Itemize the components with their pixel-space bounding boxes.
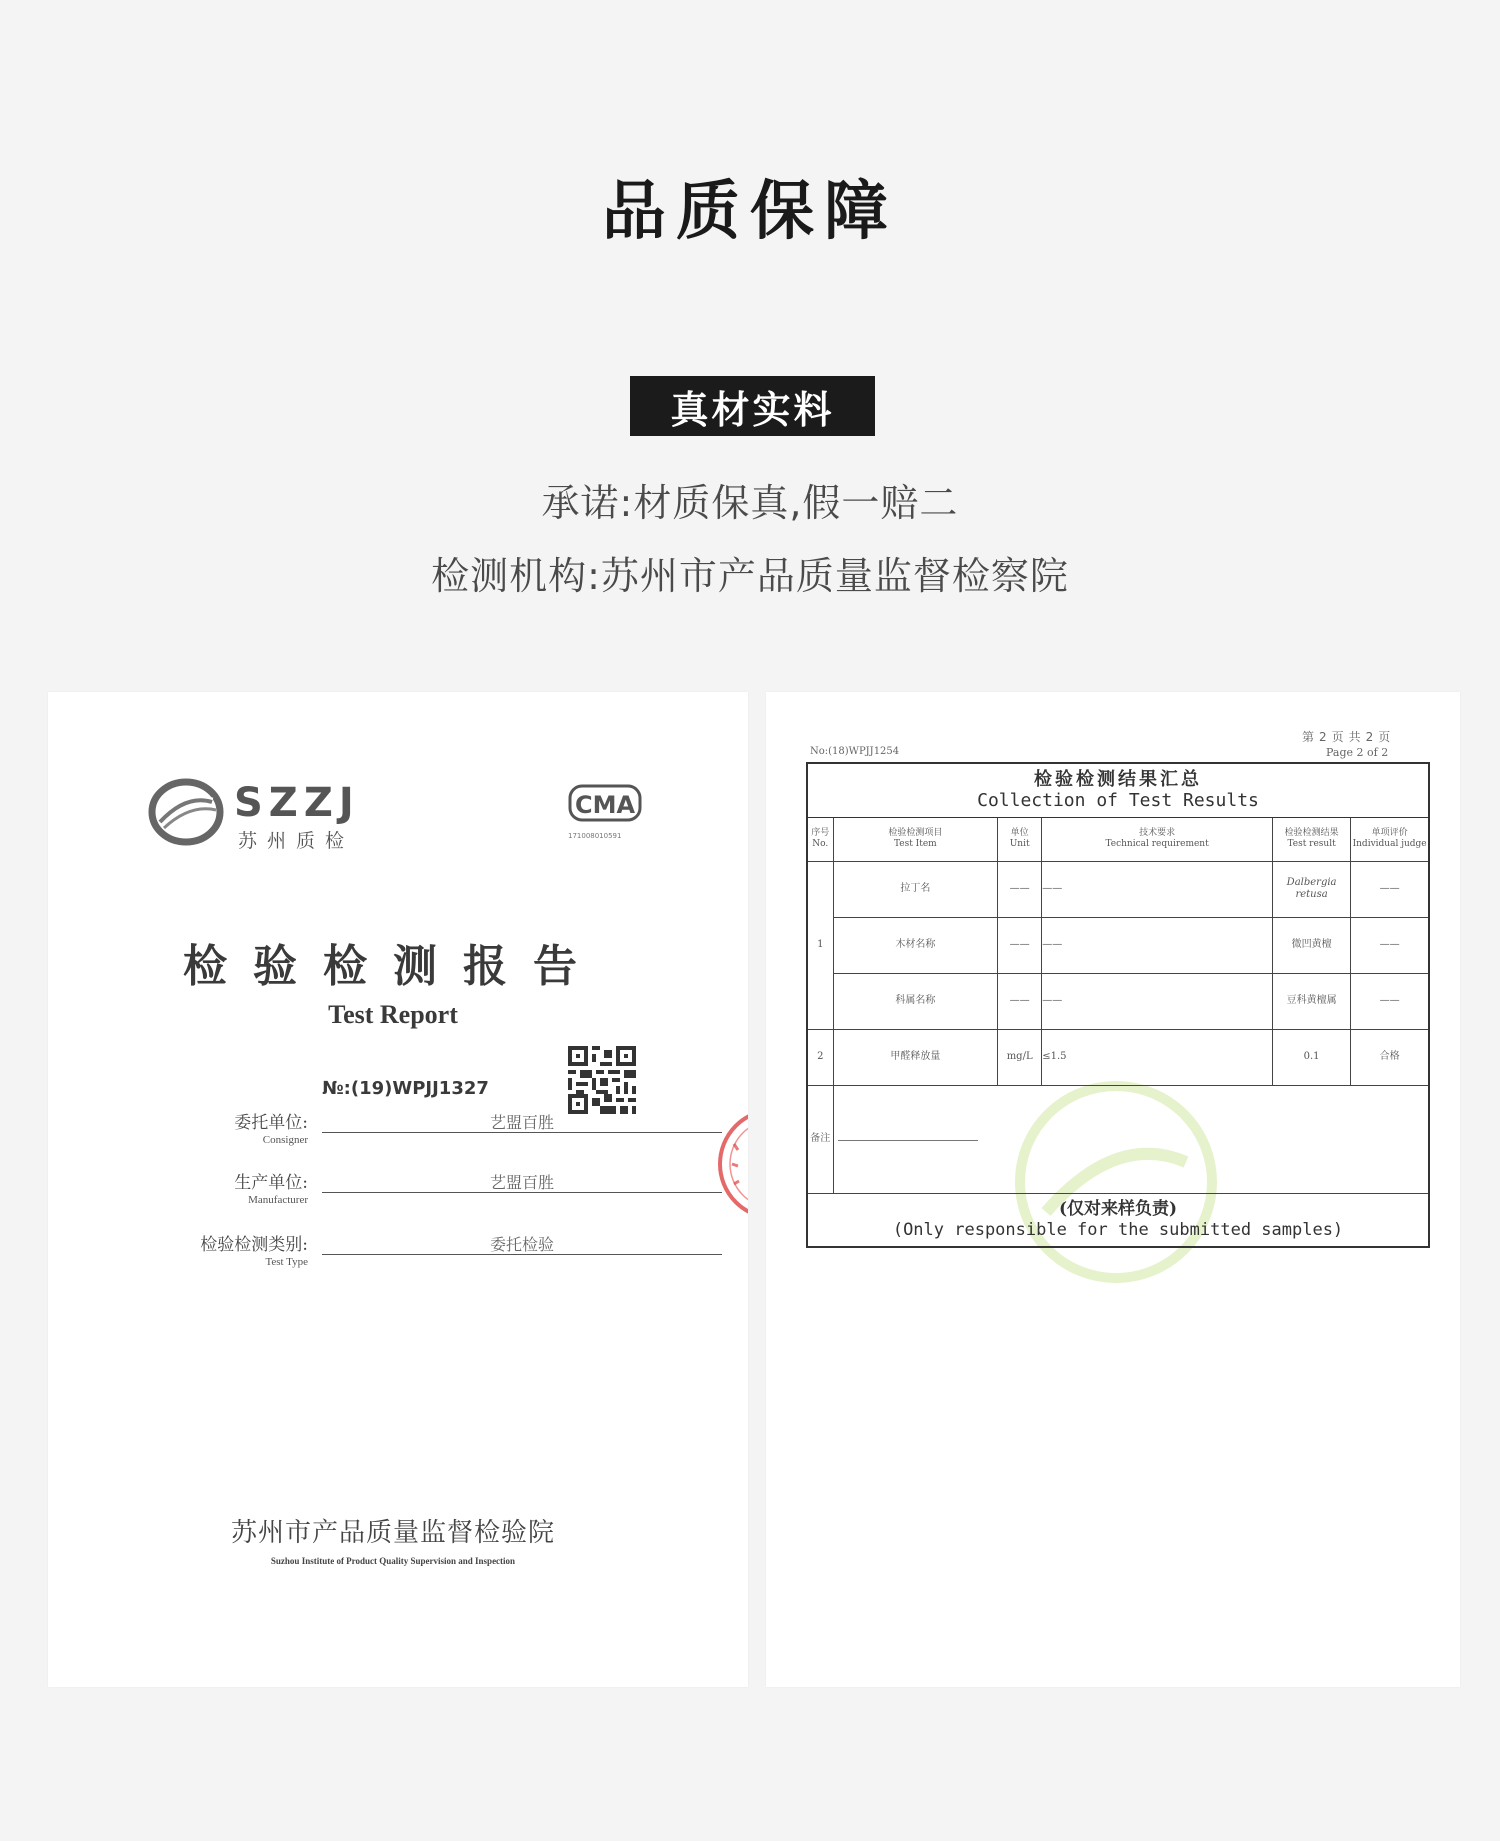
report-title-cn: 检验检测报告 xyxy=(183,941,603,992)
footer-note-cn: (仅对来样负责) xyxy=(1058,1199,1178,1220)
row-result: Dalbergia retusa xyxy=(1272,861,1350,917)
row-unit: —— xyxy=(998,973,1042,1029)
row-unit: mg/L xyxy=(998,1029,1042,1085)
field-underline xyxy=(322,1254,722,1255)
header-item xyxy=(833,817,998,861)
field-label: 检验检测类别: xyxy=(200,1235,308,1255)
remark-content xyxy=(833,1085,1429,1193)
field-label-en: Consigner xyxy=(262,1134,308,1146)
header-judge-en: Individual judge xyxy=(1352,839,1427,849)
row-requirement: —— xyxy=(1042,861,1273,917)
results-title-cn: 检验检测结果汇总 xyxy=(1034,768,1202,790)
row-number: 1 xyxy=(807,861,833,1029)
header-judge-cn: 单项评价 xyxy=(1371,828,1408,839)
header-unit-cn: 单位 xyxy=(1010,828,1029,839)
field-label-en: Test Type xyxy=(265,1256,308,1268)
results-title-en: Collection of Test Results xyxy=(977,790,1259,812)
report-title-en: Test Report xyxy=(328,1000,458,1029)
institute-name-cn: 苏州市产品质量监督检验院 xyxy=(230,1518,555,1548)
results-table-title xyxy=(807,763,1429,817)
footer-note-en: (Only responsible for the submitted samples) xyxy=(892,1219,1344,1240)
row-judge: —— xyxy=(1351,973,1429,1029)
header-requirement xyxy=(1042,817,1273,861)
header-unit-en: Unit xyxy=(1009,839,1030,849)
section-badge: 真材实料 xyxy=(630,376,875,436)
footer-cell xyxy=(807,1193,1429,1247)
header-judge xyxy=(1351,817,1429,861)
footer-row xyxy=(807,1193,1429,1247)
row-requirement: —— xyxy=(1042,973,1273,1029)
header-req-cn: 技术要求 xyxy=(1139,828,1176,839)
table-row xyxy=(807,861,1429,917)
cma-number: 171008010591 xyxy=(568,832,622,840)
qr-code-icon xyxy=(568,1046,636,1114)
results-page xyxy=(766,692,1460,1687)
field-value: 委托检验 xyxy=(489,1235,554,1254)
row-result: 微凹黄檀 xyxy=(1272,917,1350,973)
row-item: 拉丁名 xyxy=(833,861,998,917)
field-label: 生产单位: xyxy=(234,1173,308,1193)
cma-mark-icon xyxy=(568,782,642,824)
row-requirement: —— xyxy=(1042,917,1273,973)
agency-text: 检测机构:苏州市产品质量监督检察院 xyxy=(431,554,1069,598)
report-number: №:(19)WPJJ1327 xyxy=(322,1078,489,1099)
table-row xyxy=(807,917,1429,973)
field-underline xyxy=(322,1192,722,1193)
remark-row xyxy=(807,1085,1429,1193)
row-number: 2 xyxy=(807,1029,833,1085)
page-title: 品质保障 xyxy=(602,175,898,249)
header-result-en: Test result xyxy=(1287,839,1336,849)
results-table xyxy=(806,762,1430,1248)
header-req-en: Technical requirement xyxy=(1105,839,1209,849)
field-value: 艺盟百胜 xyxy=(489,1173,554,1192)
field-label: 委托单位: xyxy=(234,1113,308,1133)
row-judge: —— xyxy=(1351,861,1429,917)
row-unit: —— xyxy=(998,917,1042,973)
results-report-number: No:(18)WPJJ1254 xyxy=(810,746,900,757)
row-judge: —— xyxy=(1351,917,1429,973)
table-row xyxy=(807,1029,1429,1085)
row-result: 豆科黄檀属 xyxy=(1272,973,1350,1029)
field-underline xyxy=(322,1132,722,1133)
logo-subtitle: 苏州质检 xyxy=(238,830,355,852)
page-indicator-en: Page 2 of 2 xyxy=(1326,746,1389,759)
table-header-row xyxy=(807,817,1429,861)
logo-text: SZZJ xyxy=(234,780,360,826)
table-row xyxy=(807,973,1429,1029)
header-seq: 序号 No. xyxy=(807,817,833,861)
header-item-cn: 检验检测项目 xyxy=(888,828,943,839)
row-item: 科属名称 xyxy=(833,973,998,1029)
header-result-cn: 检验检测结果 xyxy=(1284,828,1339,839)
row-requirement: ≤1.5 xyxy=(1042,1029,1273,1085)
remark-label: 备注 xyxy=(807,1085,833,1193)
institute-name-en: Suzhou Institute of Product Quality Supervision and Inspection xyxy=(270,1556,516,1566)
header-item-en: Test Item xyxy=(893,839,937,849)
row-judge: 合格 xyxy=(1351,1029,1429,1085)
row-result: 0.1 xyxy=(1272,1029,1350,1085)
cma-label: CMA xyxy=(574,791,636,819)
field-label-en: Manufacturer xyxy=(248,1194,308,1206)
promise-text: 承诺:材质保真,假一赔二 xyxy=(541,481,959,525)
row-item: 甲醛释放量 xyxy=(833,1029,998,1085)
field-value: 艺盟百胜 xyxy=(489,1113,554,1132)
report-cover xyxy=(48,692,748,1687)
page-indicator-cn: 第2页共2页 xyxy=(1302,730,1396,744)
header-unit xyxy=(998,817,1042,861)
header-result xyxy=(1272,817,1350,861)
row-item: 木材名称 xyxy=(833,917,998,973)
row-unit: —— xyxy=(998,861,1042,917)
remark-line xyxy=(838,1140,978,1141)
szzj-logo-icon xyxy=(146,774,226,850)
